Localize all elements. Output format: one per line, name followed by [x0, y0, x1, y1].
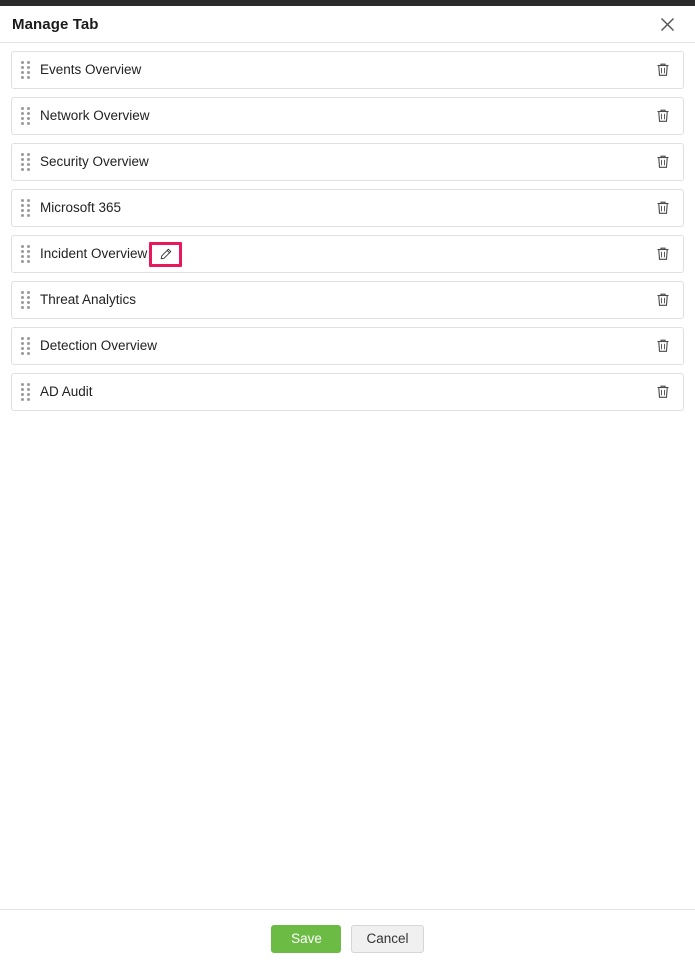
trash-icon[interactable]: [653, 151, 673, 173]
tab-name-label: Network Overview: [40, 108, 150, 124]
table-row[interactable]: [11, 143, 684, 181]
table-row[interactable]: [11, 373, 684, 411]
tab-name-label: Microsoft 365: [40, 200, 122, 216]
trash-icon[interactable]: [653, 105, 673, 127]
trash-icon[interactable]: [653, 243, 673, 265]
tab-name-label: Incident Overview: [40, 246, 148, 262]
table-row[interactable]: [11, 235, 684, 273]
drag-handle-icon[interactable]: [12, 291, 38, 309]
tab-name-label: Security Overview: [40, 154, 149, 170]
close-icon[interactable]: [656, 13, 678, 35]
save-button[interactable]: Save: [271, 925, 341, 953]
cancel-button[interactable]: Cancel: [351, 925, 423, 953]
drag-handle-icon[interactable]: [12, 383, 38, 401]
tab-name-label: Threat Analytics: [40, 292, 137, 308]
drag-handle-icon[interactable]: [12, 245, 38, 263]
drag-handle-icon[interactable]: [12, 61, 38, 79]
trash-icon[interactable]: [653, 335, 673, 357]
table-row[interactable]: [11, 189, 684, 227]
tab-name-label: Detection Overview: [40, 338, 158, 354]
drag-handle-icon[interactable]: [12, 107, 38, 125]
table-row[interactable]: [11, 97, 684, 135]
pencil-icon[interactable]: [149, 242, 182, 267]
table-row[interactable]: [11, 281, 684, 319]
drag-handle-icon[interactable]: [12, 153, 38, 171]
dialog-footer: [0, 909, 695, 967]
tab-list: [0, 43, 695, 909]
trash-icon[interactable]: [653, 59, 673, 81]
page-title: Manage Tab: [12, 15, 99, 33]
drag-handle-icon[interactable]: [12, 199, 38, 217]
tab-name-label: AD Audit: [40, 384, 93, 400]
table-row[interactable]: [11, 327, 684, 365]
drag-handle-icon[interactable]: [12, 337, 38, 355]
edit-tab-wrapper: [149, 242, 182, 267]
trash-icon[interactable]: [653, 381, 673, 403]
dialog-header: [0, 6, 695, 43]
trash-icon[interactable]: [653, 289, 673, 311]
table-row[interactable]: [11, 51, 684, 89]
tab-name-label: Events Overview: [40, 62, 142, 78]
trash-icon[interactable]: [653, 197, 673, 219]
